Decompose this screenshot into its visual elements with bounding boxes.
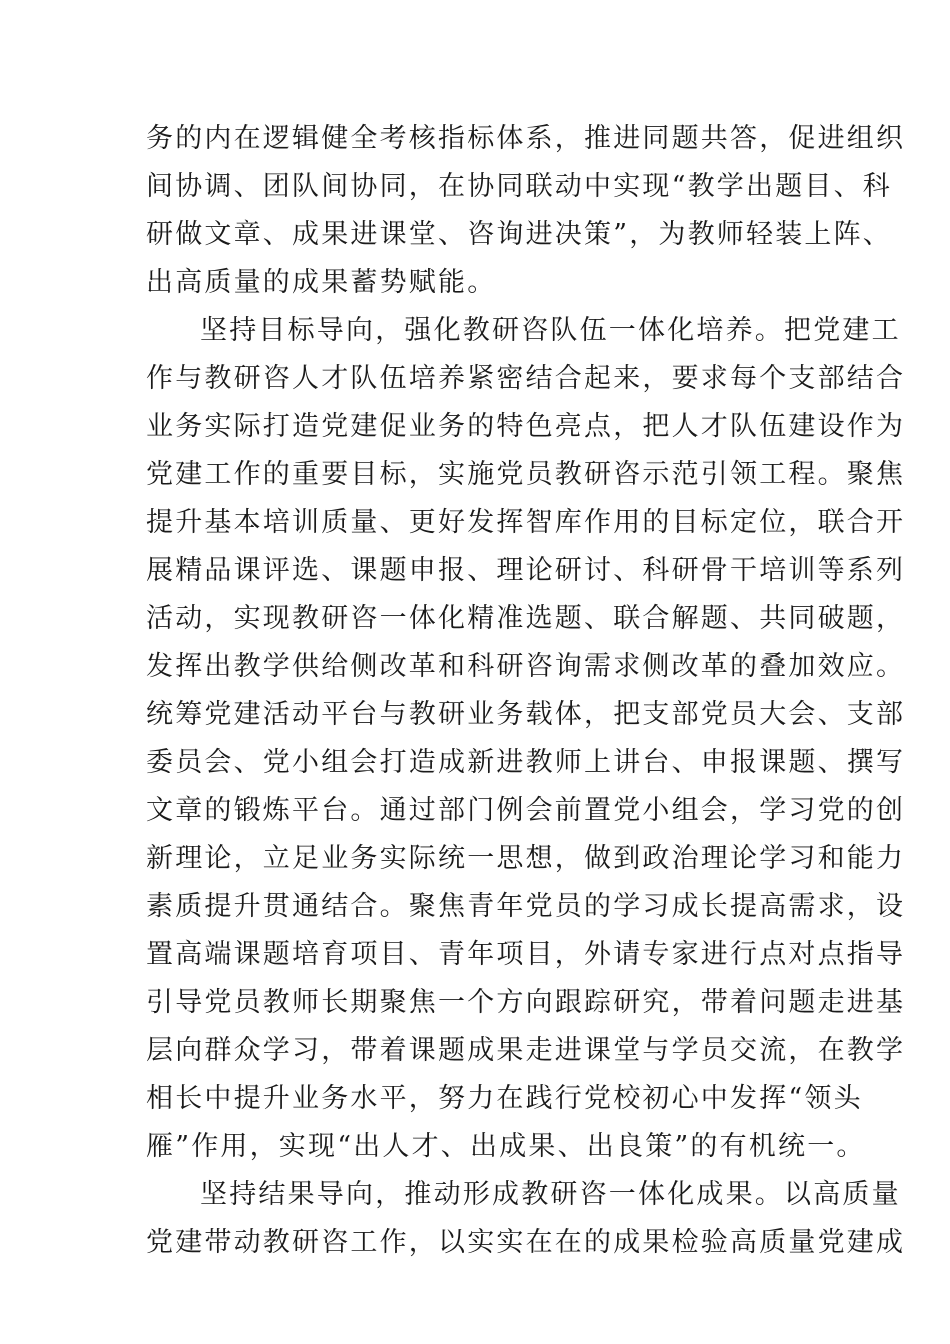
text-line: 展精品课评选、课题申报、理论研讨、科研骨干培训等系列 xyxy=(146,555,906,586)
paragraph-start-line: 坚持目标导向，强化教研咨队伍一体化培养。把党建工 xyxy=(200,315,901,346)
text-line: 文章的锻炼平台。通过部门例会前置党小组会，学习党的创 xyxy=(146,795,906,826)
text-line: 党建工作的重要目标，实施党员教研咨示范引领工程。聚焦 xyxy=(146,459,906,490)
text-line: 间协调、团队间协同，在协同联动中实现“教学出题目、科 xyxy=(146,171,893,202)
text-line: 作与教研咨人才队伍培养紧密结合起来，要求每个支部结合 xyxy=(146,363,906,394)
paragraph-start-line: 坚持结果导向，推动形成教研咨一体化成果。以高质量 xyxy=(200,1179,901,1210)
text-line: 发挥出教学供给侧改革和科研咨询需求侧改革的叠加效应。 xyxy=(146,651,906,682)
text-line: 提升基本培训质量、更好发挥智库作用的目标定位，联合开 xyxy=(146,507,906,538)
text-line: 党建带动教研咨工作，以实实在在的成果检验高质量党建成 xyxy=(146,1227,906,1258)
text-line: 业务实际打造党建促业务的特色亮点，把人才队伍建设作为 xyxy=(146,411,906,442)
text-line: 置高端课题培育项目、青年项目，外请专家进行点对点指导 xyxy=(146,939,906,970)
text-line: 委员会、党小组会打造成新进教师上讲台、申报课题、撰写 xyxy=(146,747,906,778)
text-line: 雁”作用，实现“出人才、出成果、出良策”的有机统一。 xyxy=(146,1131,866,1162)
body-text xyxy=(146,115,906,1267)
text-line: 统筹党建活动平台与教研业务载体，把支部党员大会、支部 xyxy=(146,699,906,730)
text-line: 引导党员教师长期聚焦一个方向跟踪研究，带着问题走进基 xyxy=(146,987,906,1018)
text-line: 素质提升贯通结合。聚焦青年党员的学习成长提高需求，设 xyxy=(146,891,906,922)
text-line: 研做文章、成果进课堂、咨询进决策”，为教师轻装上阵、 xyxy=(146,219,893,250)
text-line: 相长中提升业务水平，努力在践行党校初心中发挥“领头 xyxy=(146,1083,863,1114)
text-line: 出高质量的成果蓄势赋能。 xyxy=(146,267,497,298)
text-line: 新理论，立足业务实际统一思想，做到政治理论学习和能力 xyxy=(146,843,906,874)
text-line: 务的内在逻辑健全考核指标体系，推进同题共答，促进组织 xyxy=(146,123,906,154)
text-line: 层向群众学习，带着课题成果走进课堂与学员交流，在教学 xyxy=(146,1035,906,1066)
text-line: 活动，实现教研咨一体化精准选题、联合解题、共同破题， xyxy=(146,603,906,634)
